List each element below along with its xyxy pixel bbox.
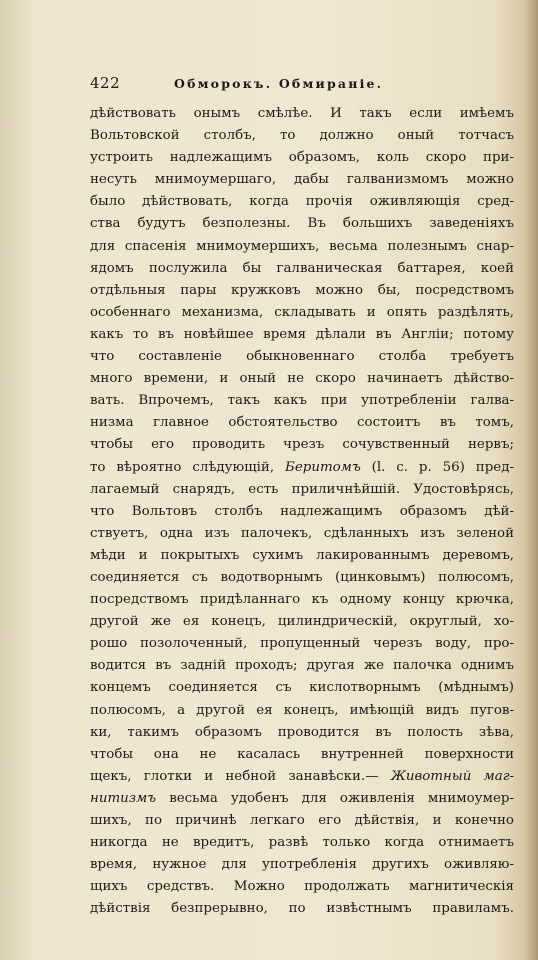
text-line xyxy=(90,611,514,633)
text-segment: какъ то въ новѣйшее время дѣлали въ Англіи; потому xyxy=(90,326,514,342)
text-segment: (l. c. p. 56) пред- xyxy=(360,459,514,475)
text-line xyxy=(90,125,514,147)
text-segment: ства будутъ безполезны. Въ большихъ заведеніяхъ xyxy=(90,216,514,232)
text-segment: концемъ соединяется съ кислотворнымъ (мѣднымъ) xyxy=(90,680,514,696)
page-gutter-shadow xyxy=(524,0,538,960)
running-head: Обморокъ. Обмираніе. xyxy=(174,76,384,91)
text-line xyxy=(90,434,514,456)
text-segment: Вольтовской столбъ, то должно оный тотчасъ xyxy=(90,128,514,144)
text-segment: шихъ, по причинѣ легкаго его дѣйствія, и конечно xyxy=(90,813,514,828)
text-line xyxy=(90,258,514,280)
text-line xyxy=(90,346,514,368)
text-line xyxy=(90,655,514,677)
text-segment: много времени, и оный не скоро начинаетъ дѣйство- xyxy=(90,371,514,387)
text-segment: устроить надлежащимъ образомъ, коль скоро при- xyxy=(90,150,514,166)
text-line xyxy=(90,479,514,501)
text-segment: дѣйствія безпрерывно, по извѣстнымъ правиламъ. xyxy=(90,901,514,917)
text-segment: что составленіе обыкновеннаго столба требуетъ xyxy=(90,349,514,365)
text-segment: ствуетъ, одна изъ палочекъ, сдѣланныхъ изъ зеленой xyxy=(90,525,514,541)
text-segment: несуть мнимоумершаго, дабы галванизмомъ можно xyxy=(90,172,514,188)
body-text xyxy=(90,103,514,920)
text-line xyxy=(90,766,514,788)
text-segment: рошо позолоченный, пропущенный черезъ воду, про- xyxy=(90,636,514,652)
text-segment: полюсомъ, а другой ея конецъ, имѣющій видъ пугов- xyxy=(90,702,514,718)
text-line xyxy=(90,700,514,722)
text-segment: было дѣйствовать, когда прочія оживляющія сред- xyxy=(90,194,514,210)
text-line xyxy=(90,213,514,235)
text-line xyxy=(90,722,514,744)
text-line xyxy=(90,147,514,169)
text-line xyxy=(90,302,514,324)
text-segment: дѣйствовать онымъ смѣлѣе. И такъ если имѣемъ xyxy=(90,106,514,121)
text-line xyxy=(90,236,514,258)
text-line xyxy=(90,898,514,920)
text-segment: время, нужное для употребленія другихъ оживляю- xyxy=(90,857,514,873)
text-line xyxy=(90,832,514,854)
page-header xyxy=(90,74,520,98)
text-segment: посредствомъ придѣланнаго къ одному концу крючка, xyxy=(90,592,514,608)
text-line xyxy=(90,169,514,191)
text-line xyxy=(90,457,514,479)
text-line xyxy=(90,324,514,346)
text-segment: щекъ, глотки и небной занавѣски.— xyxy=(90,768,391,784)
text-segment: щихъ средствъ. Можно продолжать магнитическія xyxy=(90,879,514,895)
italic-text: Животный маг- xyxy=(390,768,514,784)
text-line xyxy=(90,280,514,302)
text-segment: никогда не вредитъ, развѣ только когда отнимаетъ xyxy=(90,835,514,851)
text-segment: чтобы она не касалась внутренней поверхности xyxy=(90,746,514,762)
text-segment: лагаемый снарядъ, есть приличнѣйшій. Удостовѣрясь, xyxy=(90,481,514,497)
text-line xyxy=(90,744,514,766)
text-line xyxy=(90,810,514,832)
text-segment: что Вольтовъ столбъ надлежащимъ образомъ дѣй- xyxy=(90,503,514,519)
text-segment: низма главное обстоятельство состоитъ въ томъ, xyxy=(90,415,514,431)
italic-text: нитизмъ xyxy=(90,790,157,806)
text-line xyxy=(90,368,514,390)
text-segment: для спасенія мнимоумершихъ, весьма полезнымъ снар- xyxy=(90,238,514,254)
text-line xyxy=(90,788,514,810)
text-segment: то вѣроятно слѣдующій, xyxy=(90,459,285,475)
text-segment: вать. Впрочемъ, такъ какъ при употребленіи галва- xyxy=(90,393,514,409)
text-segment: отдѣльныя пары кружковъ можно бы, посредствомъ xyxy=(90,282,514,298)
text-segment: соединяется съ водотворнымъ (цинковымъ) полюсомъ, xyxy=(90,569,514,585)
text-segment: чтобы его проводить чрезъ сочувственный нервъ; xyxy=(90,437,514,453)
text-segment: водится въ задній проходъ; другая же палочка однимъ xyxy=(90,658,514,674)
text-segment: весьма удобенъ для оживленія мнимоумер- xyxy=(156,790,514,806)
text-line xyxy=(90,191,514,213)
text-segment: ядомъ послужила бы галваническая баттарея, коей xyxy=(90,260,514,276)
text-line xyxy=(90,501,514,523)
text-segment: мѣди и покрытыхъ сухимъ лакированнымъ деревомъ, xyxy=(90,547,514,563)
text-line xyxy=(90,545,514,567)
text-line xyxy=(90,589,514,611)
text-segment: особеннаго механизма, складывать и опять раздѣлять, xyxy=(90,304,514,320)
text-line xyxy=(90,412,514,434)
italic-text: Беритомъ xyxy=(285,459,361,475)
text-line xyxy=(90,103,514,125)
text-line xyxy=(90,633,514,655)
text-line xyxy=(90,390,514,412)
page-number: 422 xyxy=(90,74,121,92)
text-line xyxy=(90,523,514,545)
text-line xyxy=(90,854,514,876)
text-line xyxy=(90,876,514,898)
text-line xyxy=(90,677,514,699)
text-segment: ки, такимъ образомъ проводится въ полость зѣва, xyxy=(90,724,514,740)
text-segment: другой же ея конецъ, цилиндрическій, округлый, хо- xyxy=(90,614,514,630)
text-line xyxy=(90,567,514,589)
